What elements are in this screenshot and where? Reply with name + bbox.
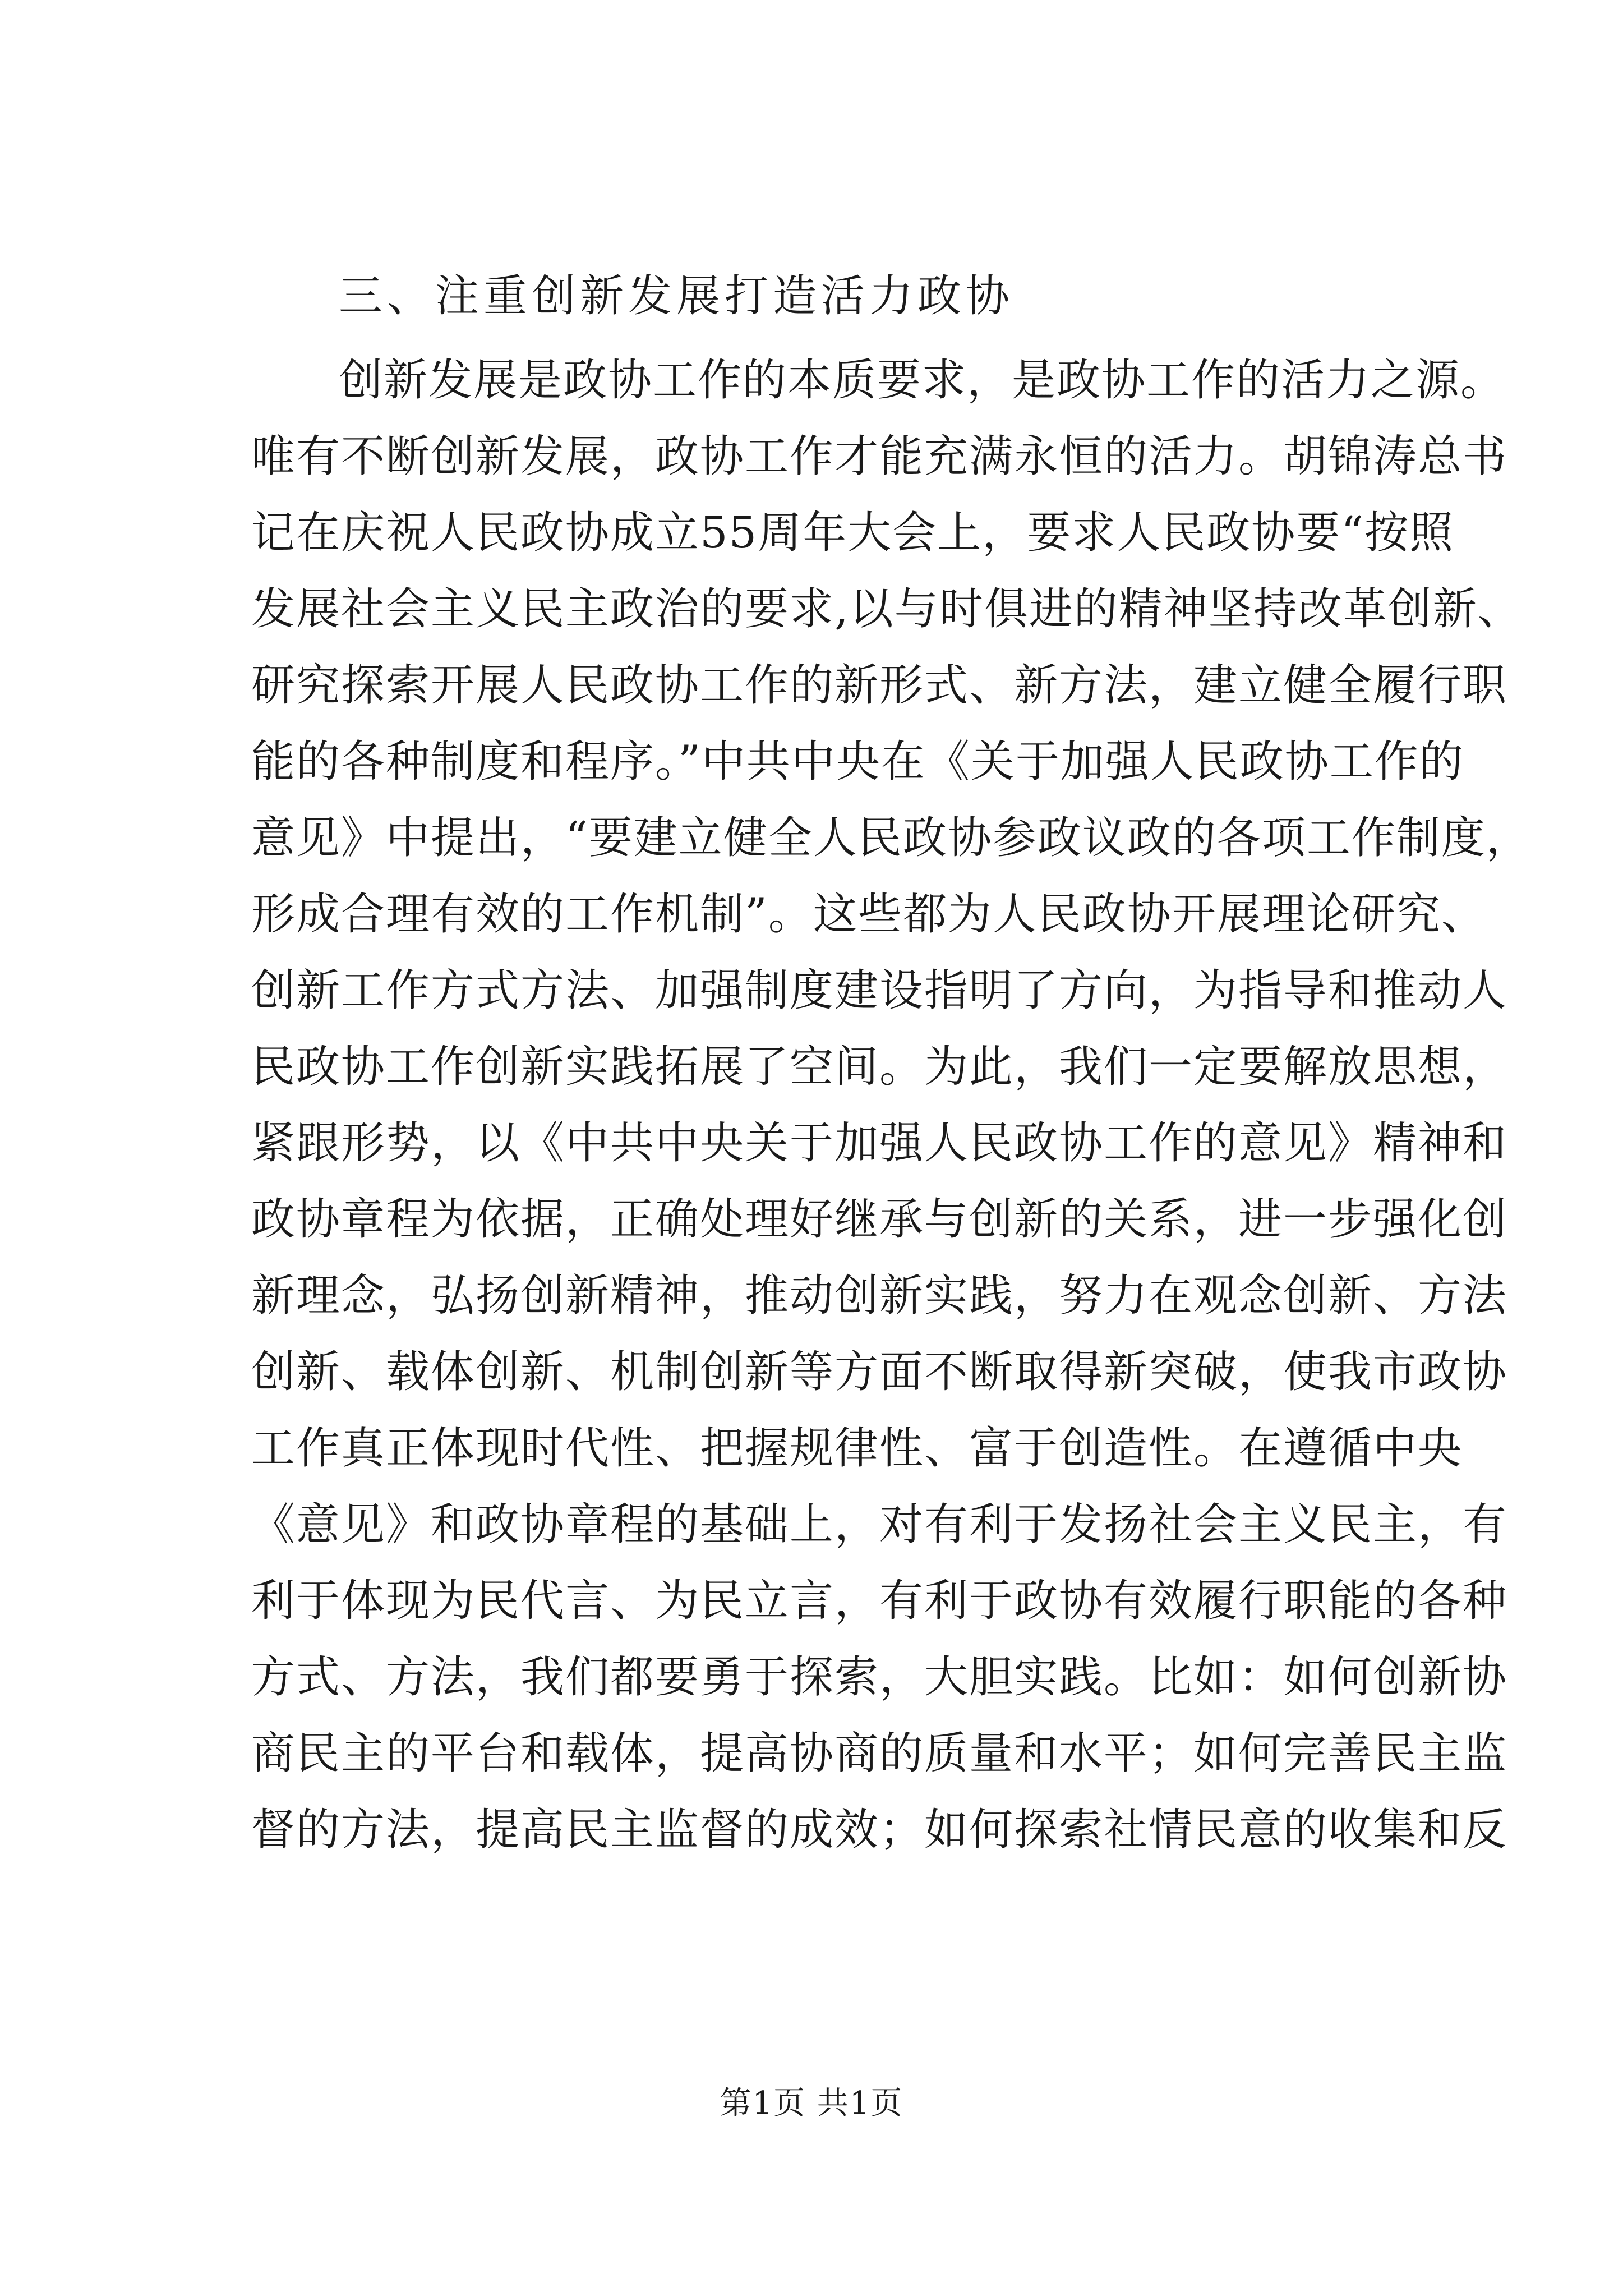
paragraph-line: 政协章程为依据，正确处理好继承与创新的关系，进一步强化创 — [251, 1194, 1508, 1245]
paragraph-line: 意见》中提出，“要建立健全人民政协参政议政的各项工作制度， — [251, 813, 1531, 863]
paragraph-line: 唯有不断创新发展，政协工作才能充满永恒的活力。胡锦涛总书 — [251, 431, 1508, 482]
paragraph-line: 方式、方法，我们都要勇于探索，大胆实践。比如：如何创新协 — [251, 1652, 1508, 1703]
paragraph-line: 工作真正体现时代性、把握规律性、富于创造性。在遵循中央 — [251, 1423, 1463, 1474]
section-heading: 三、注重创新发展打造活力政协 — [339, 271, 1015, 321]
paragraph-line: 创新发展是政协工作的本质要求，是政协工作的活力之源。 — [339, 355, 1506, 406]
paragraph-line: 研究探索开展人民政协工作的新形式、新方法，建立健全履行职 — [251, 660, 1508, 711]
paragraph-line: 记在庆祝人民政协成立55周年大会上，要求人民政协要“按照 — [251, 508, 1455, 558]
paragraph-line: 商民主的平台和载体，提高协商的质量和水平；如何完善民主监 — [251, 1728, 1508, 1779]
paragraph-line: 督的方法，提高民主监督的成效；如何探索社情民意的收集和反 — [251, 1805, 1508, 1855]
paragraph-line: 《意见》和政协章程的基础上，对有利于发扬社会主义民主，有 — [251, 1499, 1508, 1550]
page-footer: 第1页 共1页 — [720, 2085, 903, 2122]
paragraph-line: 创新工作方式方法、加强制度建设指明了方向，为指导和推动人 — [251, 965, 1508, 1016]
paragraph-line: 民政协工作创新实践拓展了空间。为此，我们一定要解放思想， — [251, 1042, 1508, 1092]
paragraph-line: 发展社会主义民主政治的要求,以与时俱进的精神坚持改革创新、 — [251, 584, 1523, 634]
paragraph-line: 创新、载体创新、机制创新等方面不断取得新突破，使我市政协 — [251, 1347, 1508, 1397]
paragraph-line: 形成合理有效的工作机制”。这些都为人民政协开展理论研究、 — [251, 889, 1486, 940]
paragraph-line: 能的各种制度和程序。”中共中央在《关于加强人民政协工作的 — [251, 737, 1464, 787]
paragraph-line: 新理念，弘扬创新精神，推动创新实践，努力在观念创新、方法 — [251, 1271, 1508, 1321]
paragraph-line: 利于体现为民代言、为民立言，有利于政协有效履行职能的各种 — [251, 1576, 1508, 1626]
document-body — [251, 257, 1531, 1868]
paragraph-line: 紧跟形势，以《中共中央关于加强人民政协工作的意见》精神和 — [251, 1118, 1508, 1168]
